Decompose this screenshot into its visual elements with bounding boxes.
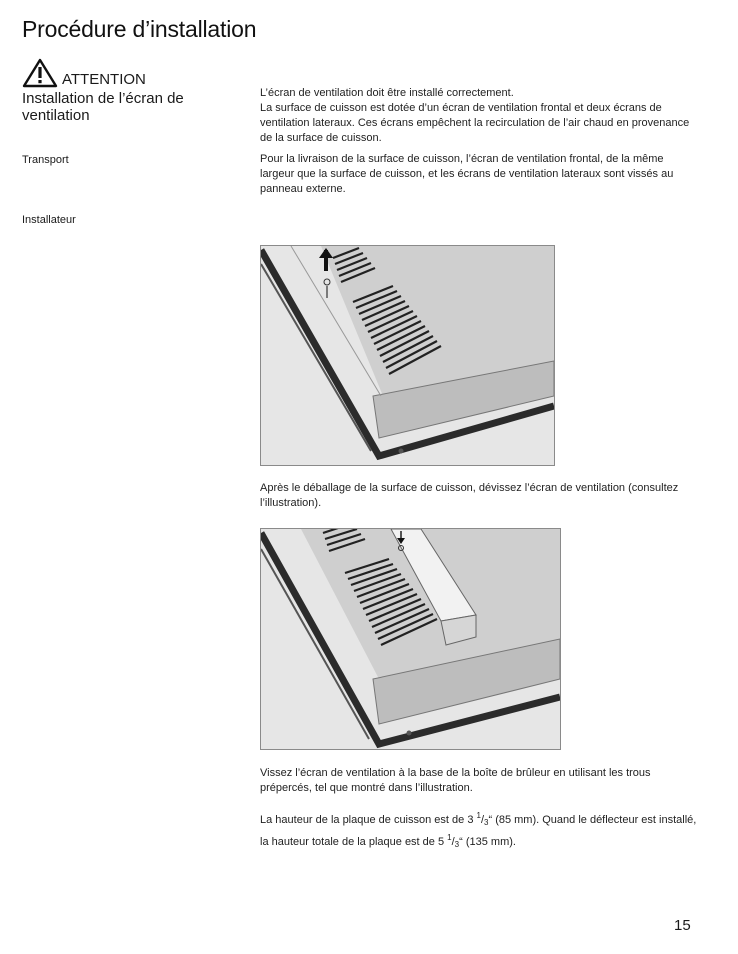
height-note-part1: La hauteur de la plaque de cuisson est de 3 <box>260 814 477 826</box>
illustration-screw-in <box>260 528 561 750</box>
fraction-slash: / <box>451 836 455 848</box>
height-note-part3: “ (135 mm). <box>459 836 516 848</box>
warning-triangle-icon <box>22 58 58 88</box>
caption-screw-in: Vissez l’écran de ventilation à la base de la boîte de brûleur en utilisant les trous prépercés, tel que montré dans l’illustration. <box>260 767 651 794</box>
page-number: 15 <box>674 917 691 934</box>
fraction-denominator: 3 <box>454 840 460 849</box>
fraction-denominator: 3 <box>484 818 489 827</box>
fraction-slash: / <box>480 814 485 826</box>
transport-text: Pour la livraison de la surface de cuisson, l’écran de ventilation frontal, de la même largeur que la surface de cuisson, et les écrans de ventilation lateraux sont vissés au panneau externe. <box>260 153 674 195</box>
intro-line1: L’écran de ventilation doit être installé correctement. <box>260 87 514 99</box>
illustration-unscrew <box>260 245 555 466</box>
fraction-numerator: 1 <box>447 833 452 842</box>
intro-paragraph <box>260 86 700 146</box>
warning-heading: Installation de l’écran de ventilation <box>22 90 184 124</box>
installer-label: Installateur <box>22 214 76 226</box>
page-title: Procédure d’installation <box>22 16 257 42</box>
intro-line2: La surface de cuisson est dotée d’un écran de ventilation frontal et deux écrans de ventilation lateraux. Ces écrans empêchent la recirculation de l’air chaud en provenance de la surface de cuisson. <box>260 102 690 144</box>
transport-label: Transport <box>22 154 69 166</box>
warning-block <box>22 58 252 124</box>
caption-unscrew: Après le déballage de la surface de cuisson, dévissez l’écran de ventilation (consultez l’illustration). <box>260 482 679 509</box>
fraction-numerator: 1 <box>476 811 481 820</box>
height-note-part2: “ (85 mm). Quand le déflecteur est installé, la hauteur totale de la plaque est de 5 <box>260 814 697 848</box>
attention-label: ATTENTION <box>62 71 146 88</box>
height-note <box>260 808 700 852</box>
